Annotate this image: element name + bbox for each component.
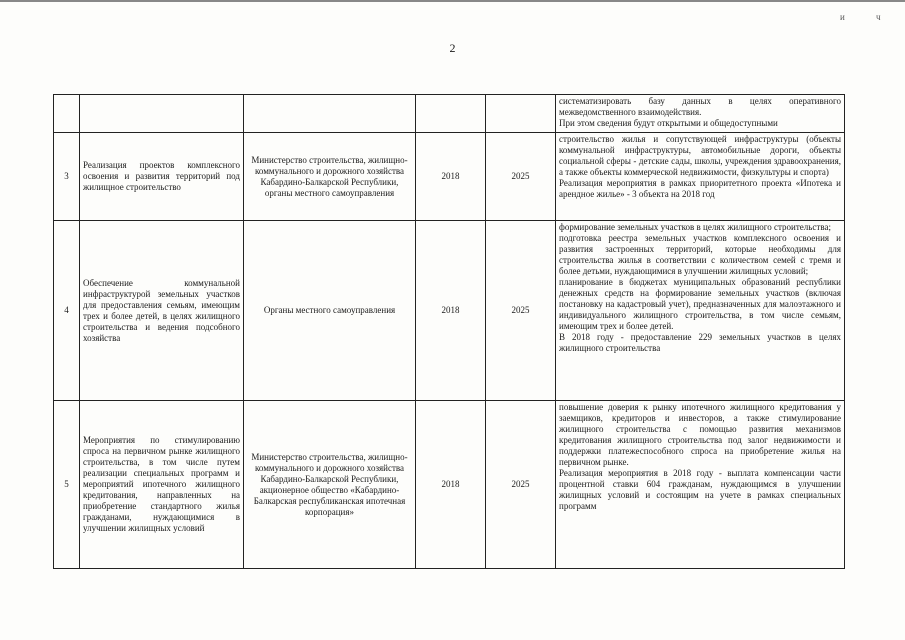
end-year-cell: 2025 [486, 221, 556, 401]
row-number: 5 [54, 401, 80, 569]
result-line: При этом сведения будут открытыми и общедоступными [559, 118, 778, 128]
start-year-cell [416, 95, 486, 133]
start-year-cell: 2018 [416, 221, 486, 401]
table-row [54, 95, 845, 133]
event-cell [80, 95, 244, 133]
end-year-cell: 2025 [486, 401, 556, 569]
row-number [54, 95, 80, 133]
event-cell: Реализация проектов комплексного освоения и развития территорий под жилищное строительство [80, 133, 244, 221]
scan-top-edge [0, 0, 905, 6]
table-row [54, 221, 845, 401]
responsible-cell [244, 95, 416, 133]
corner-mark: и [840, 12, 845, 22]
responsible-cell: Министерство строительства, жилищно-коммунального и дорожного хозяйства Кабардино-Балкарской Республики, органы местного самоуправления [244, 133, 416, 221]
results-cell [556, 133, 845, 221]
result-line: В 2018 году - предоставление 229 земельных участков в целях жилищного строительства [559, 332, 841, 353]
result-line: повышение доверия к рынку ипотечного жилищного кредитования у заемщиков, кредиторов и инвесторов, а также стимулирование жилищного строительства с помощью развития механизмов кредитования жилищного строительства под залог недвижимости и поддержки платежеспособного спроса на приобретение жилья на первичном рынке. [559, 402, 841, 467]
row-number: 4 [54, 221, 80, 401]
result-line: планирование в бюджетах муниципальных образований республики денежных средств на формирование земельных участков (включая постановку на кадастровый учет), предназначенных для малоэтажного и индивидуального жилищного строительства, в том числе семьям, имеющим трех и более детей. [559, 277, 841, 331]
result-line: Реализация мероприятия в 2018 году - выплата компенсации части процентной ставки 604 гражданам, нуждающимся в улучшении жилищных условий и состоящим на учете в рамках специальных программ [559, 468, 841, 511]
table-row [54, 401, 845, 569]
end-year-cell: 2025 [486, 133, 556, 221]
responsible-cell: Органы местного самоуправления [244, 221, 416, 401]
end-year-cell [486, 95, 556, 133]
result-line: Реализация мероприятия в рамках приоритетного проекта «Ипотека и арендное жилье» - 3 объекта на 2018 год [559, 178, 841, 199]
result-line: строительство жилья и сопутствующей инфраструктуры (объекты коммунальной инфраструктуры, автомобильные дороги, объекты социальной сферы - детские сады, школы, учреждения здравоохранения, а также объекты коммерческой недвижимости, физкультуры и спорта) [559, 134, 841, 177]
result-line: систематизировать базу данных в целях оперативного межведомственного взаимодействия. [559, 96, 841, 117]
result-line: формирование земельных участков в целях жилищного строительства; [559, 222, 831, 232]
measures-table [53, 94, 845, 569]
results-cell [556, 221, 845, 401]
row-number: 3 [54, 133, 80, 221]
table-row [54, 133, 845, 221]
result-line: подготовка реестра земельных участков комплексного освоения и развития застроенных территорий, которые необходимы для строительства жилья в соответствии с количеством семей с тремя и более детьми, нуждающимися в улучшении жилищных условий; [559, 233, 841, 276]
start-year-cell: 2018 [416, 133, 486, 221]
start-year-cell: 2018 [416, 401, 486, 569]
results-cell [556, 95, 845, 133]
corner-mark: ч [876, 12, 881, 22]
results-cell [556, 401, 845, 569]
page-number: 2 [449, 41, 456, 55]
responsible-cell: Министерство строительства, жилищно-коммунального и дорожного хозяйства Кабардино-Балкарской Республики, акционерное общество «Кабардино-Балкарская республиканская ипотечная корпорация» [244, 401, 416, 569]
event-cell: Мероприятия по стимулированию спроса на первичном рынке жилищного строительства, в том числе путем реализации специальных программ и мероприятий ипотечного жилищного кредитования, направленных на приобретение стандартного жилья гражданами, нуждающимися в улучшении жилищных условий [80, 401, 244, 569]
event-cell: Обеспечение коммунальной инфраструктурой земельных участков для предоставления семьям, имеющим трех и более детей, в целях жилищного строительства и ведения подсобного хозяйства [80, 221, 244, 401]
